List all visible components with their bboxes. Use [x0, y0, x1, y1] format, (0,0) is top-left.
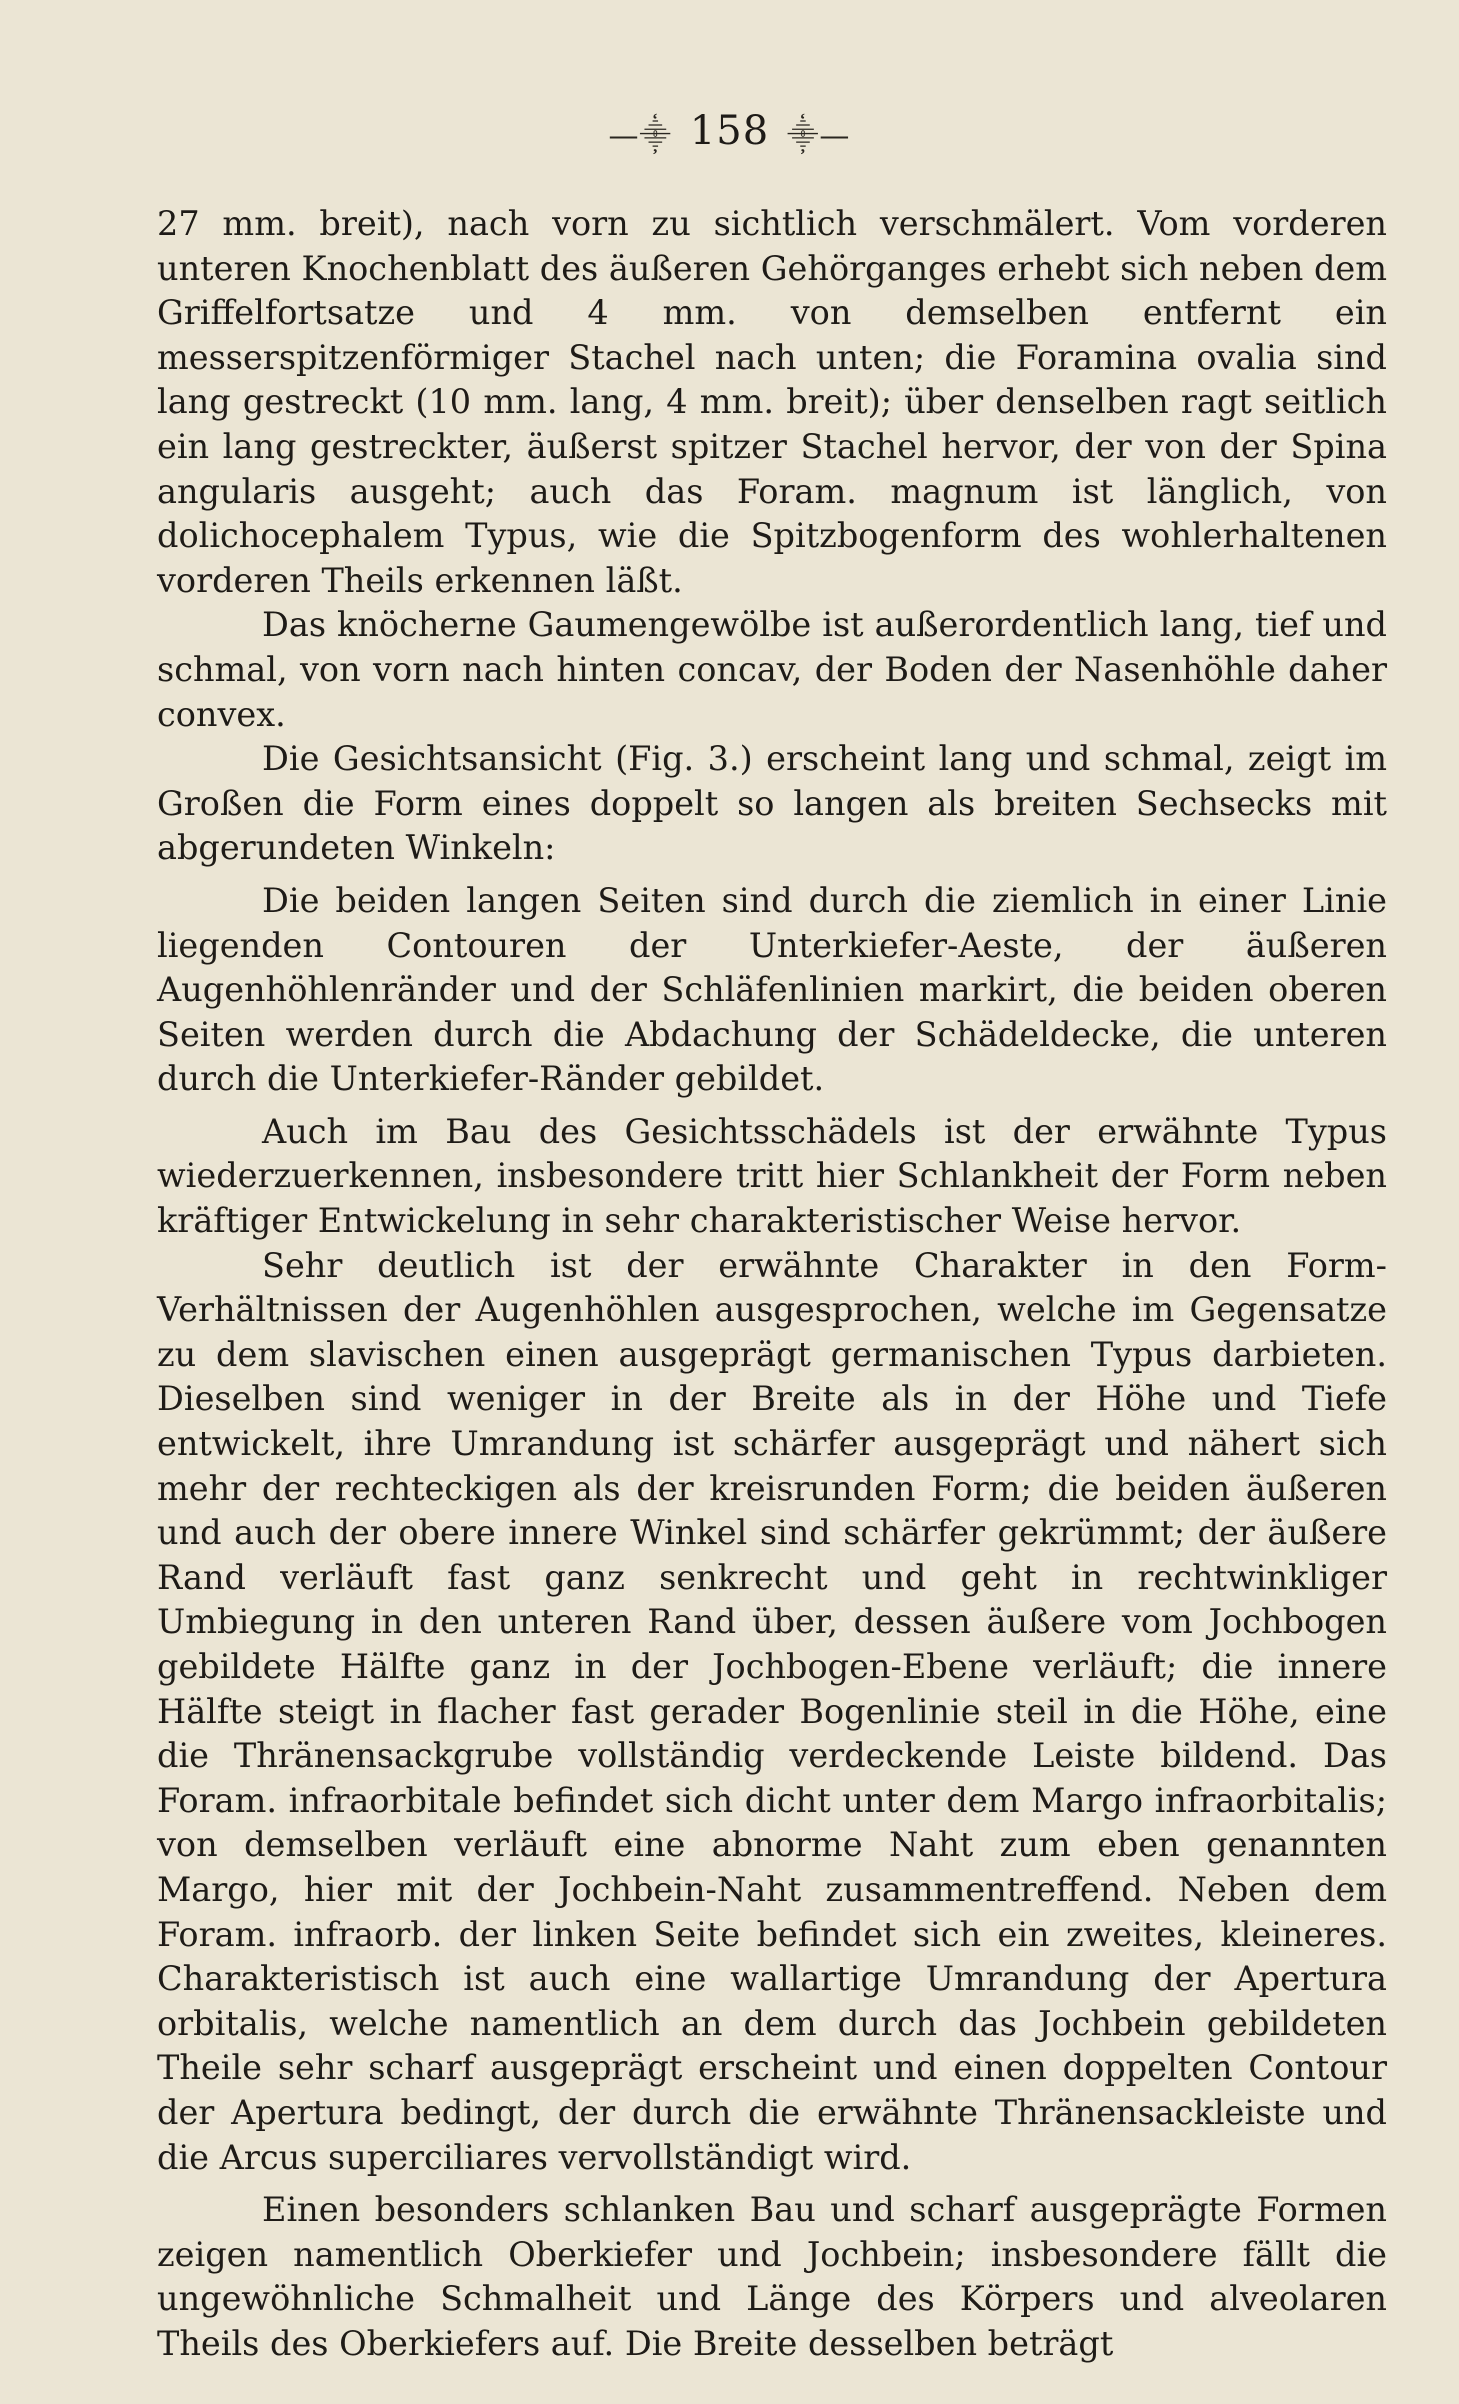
paragraph-face-view: Die Gesichtsansicht (Fig. 3.) erscheint lang und schmal, zeigt im Großen die Form eines doppelt so langen als breiten Sechsecks mit abgerundeten Winkeln: — [157, 739, 1387, 868]
right-ornament: ⸎— — [787, 118, 851, 154]
paragraph-facial-skull: Auch im Bau des Gesichtsschädels ist der erwähnte Typus wiederzuerkennen, insbesondere tritt hier Schlankheit der Form neben kräftiger Entwickelung in sehr charakteristischer Weise hervor. — [157, 1111, 1387, 1241]
page-number: 158 — [689, 108, 770, 154]
body-text — [157, 202, 1387, 2367]
paragraph-eye-sockets: Sehr deutlich ist der erwähnte Charakter in den Form-Verhältnissen der Augenhöhlen ausgesprochen, welche im Gegensatze zu dem slavischen einen ausgeprägt germanischen Typus darbieten. Dieselben sind weniger in der Breite als in der Höhe und Tiefe entwickelt, ihre Umrandung ist schärfer ausgeprägt und nähert sich mehr der rechteckigen als der kreisrunden Form; die beiden äußeren und auch der obere innere Winkel sind schärfer gekrümmt; der äußere Rand verläuft fast ganz senkrecht und geht in rechtwinkliger Umbiegung in den unteren Rand über, dessen äußere vom Jochbogen gebildete Hälfte ganz in der Jochbogen-Ebene verläuft; die innere Hälfte steigt in flacher fast gerader Bogenlinie steil in die Höhe, eine die Thränensackgrube vollständig verdeckende Leiste bildend. Das Foram. infraorbitale befindet sich dicht unter dem Margo infraorbitalis; von demselben verläuft eine abnorme Naht zum eben genannten Margo, hier mit der Jochbein-Naht zusammentreffend. Neben dem Foram. infraorb. der linken Seite befindet sich ein zweites, kleineres. Charakteristisch ist auch eine wallartige Umrandung der Apertura orbitalis, welche namentlich an dem durch das Jochbein gebildeten Theile sehr scharf ausgeprägt erscheint und einen doppelten Contour der Apertura bedingt, der durch die erwähnte Thränensackleiste und die Arcus superciliares vervollständigt wird. — [157, 1245, 1387, 2177]
left-ornament: —⸎ — [608, 118, 672, 154]
paragraph-palate: Das knöcherne Gaumengewölbe ist außerordentlich lang, tief und schmal, von vorn nach hinten concav, der Boden der Nasenhöhle daher convex. — [157, 605, 1387, 734]
paragraph-long-sides: Die beiden langen Seiten sind durch die ziemlich in einer Linie liegenden Contouren der Unterkiefer-Aeste, der äußeren Augenhöhlenränder und der Schläfenlinien markirt, die beiden oberen Seiten werden durch die Abdachung der Schädeldecke, die unteren durch die Unterkiefer-Ränder gebildet. — [157, 880, 1387, 1099]
page-header — [0, 108, 1459, 155]
paragraph-skull-base: 27 mm. breit), nach vorn zu sichtlich verschmälert. Vom vorderen unteren Knochenblatt des äußeren Gehörganges erhebt sich neben dem Griffelfortsatze und 4 mm. von demselben entfernt ein messerspitzenförmiger Stachel nach unten; die Foramina ovalia sind lang gestreckt (10 mm. lang, 4 mm. breit); über denselben ragt seitlich ein lang gestreckter, äußerst spitzer Stachel hervor, der von der Spina angularis ausgeht; auch das Foram. magnum ist länglich, von dolichocephalem Typus, wie die Spitzbogenform des wohlerhaltenen vorderen Theils erkennen läßt. — [157, 204, 1387, 600]
paragraph-upper-jaw: Einen besonders schlanken Bau und scharf ausgeprägte Formen zeigen namentlich Oberkiefer und Jochbein; insbesondere fällt die ungewöhnliche Schmalheit und Länge des Körpers und alveolaren Theils des Oberkiefers auf. Die Breite desselben beträgt — [157, 2190, 1387, 2363]
